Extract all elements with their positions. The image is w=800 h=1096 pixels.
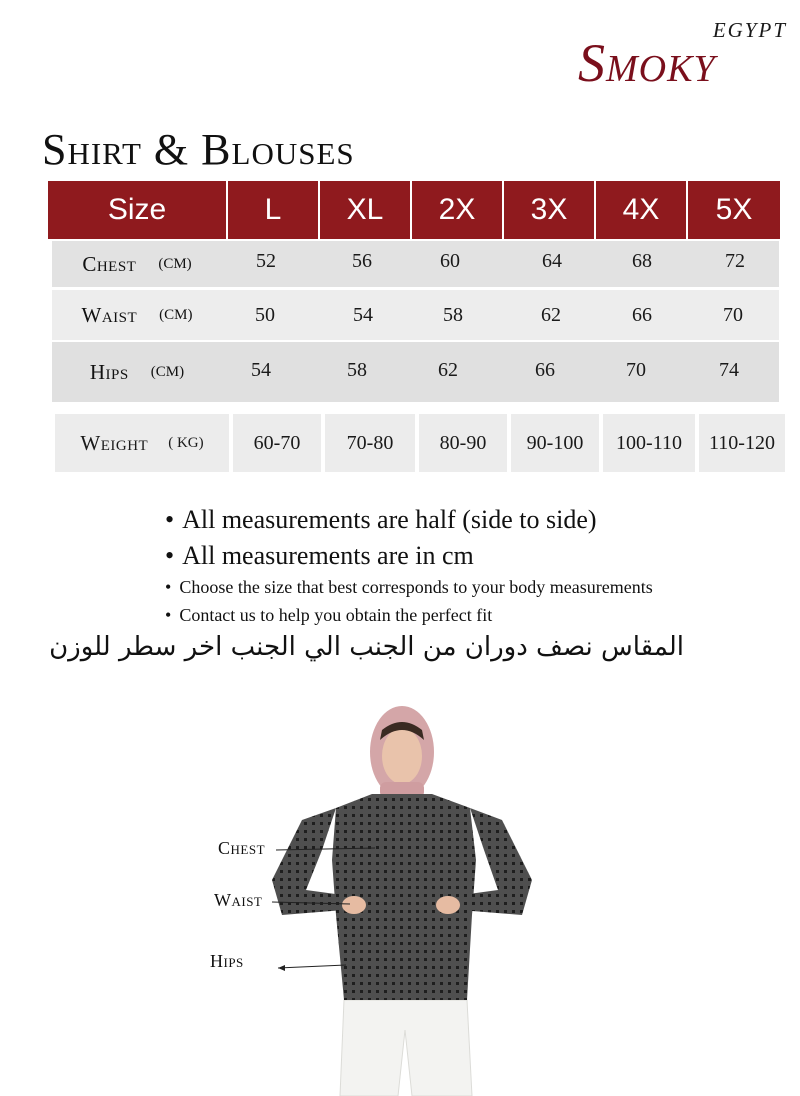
table-cell: 74: [719, 358, 739, 381]
table-cell: 70: [626, 358, 646, 381]
table-cell: 62: [541, 303, 561, 326]
bullet-icon: •: [165, 605, 172, 625]
figure-label-hips: Hips: [210, 951, 244, 971]
table-cell: 62: [438, 358, 458, 381]
table-cell: 52: [256, 249, 276, 272]
table-cell: 56: [352, 249, 372, 272]
left-hand: [342, 896, 366, 914]
weight-cell: 90-100: [511, 414, 599, 472]
bullet-icon: •: [165, 505, 175, 534]
brand-logo: [570, 14, 795, 94]
row-label-waist-unit: (CM): [159, 306, 193, 323]
page-title: Shirt & Blouses: [42, 125, 355, 174]
table-cell: 58: [443, 303, 463, 326]
table-cell: 66: [632, 303, 652, 326]
model-figure: [262, 700, 538, 1096]
table-cell: 54: [251, 358, 271, 381]
table-cell: 50: [255, 303, 275, 326]
weight-cell: 80-90: [419, 414, 507, 472]
note-item: [165, 541, 653, 577]
weight-cell: 60-70: [233, 414, 321, 472]
row-label-chest: [52, 241, 222, 287]
figure-label-chest: Chest: [218, 838, 266, 858]
row-label-chest-name: Chest: [82, 251, 137, 276]
bullet-icon: •: [165, 541, 175, 570]
brand-country: EGYPT: [712, 18, 787, 42]
row-label-waist: [52, 290, 222, 340]
trousers: [340, 1000, 472, 1096]
note-item: [165, 605, 653, 633]
size-header-2x: 2X: [412, 181, 502, 239]
size-header-5x: 5X: [688, 181, 780, 239]
row-label-hips-unit: (CM): [150, 363, 185, 380]
size-header-4x: 4X: [596, 181, 686, 239]
note-text: All measurements are in cm: [182, 541, 474, 570]
table-cell: 72: [725, 249, 745, 272]
note-text: All measurements are half (side to side): [182, 505, 597, 534]
table-cell: 54: [353, 303, 373, 326]
row-label-weight-unit: ( KG): [168, 434, 204, 451]
size-header-xl: XL: [320, 181, 410, 239]
figure-label-waist: Waist: [214, 890, 263, 910]
right-hand: [436, 896, 460, 914]
table-cell: 60: [440, 249, 460, 272]
row-label-weight-name: Weight: [80, 430, 149, 455]
note-item: [165, 577, 653, 605]
bullet-icon: •: [165, 577, 172, 597]
arabic-note: المقاس نصف دوران من الجنب الي الجنب اخر سطر للوزن: [49, 632, 684, 662]
row-label-hips-name: Hips: [89, 359, 129, 384]
size-header-l: L: [228, 181, 318, 239]
measurement-notes: [165, 505, 653, 633]
note-text: Contact us to help you obtain the perfect fit: [179, 605, 493, 625]
table-cell: 64: [542, 249, 562, 272]
brand-name: Smoky: [578, 33, 716, 93]
note-item: [165, 505, 653, 541]
size-header-3x: 3X: [504, 181, 594, 239]
size-header: Size: [48, 181, 226, 239]
weight-cell: 100-110: [603, 414, 695, 472]
weight-cell: 70-80: [325, 414, 415, 472]
note-text: Choose the size that best corresponds to your body measurements: [179, 577, 653, 597]
row-label-waist-name: Waist: [81, 302, 138, 327]
row-label-weight: [55, 414, 229, 472]
row-label-chest-unit: (CM): [158, 255, 192, 272]
face: [382, 728, 422, 784]
table-cell: 70: [723, 303, 743, 326]
table-cell: 58: [347, 358, 367, 381]
table-cell: 66: [535, 358, 555, 381]
row-label-hips: [52, 342, 222, 402]
weight-cell: 110-120: [699, 414, 785, 472]
table-cell: 68: [632, 249, 652, 272]
